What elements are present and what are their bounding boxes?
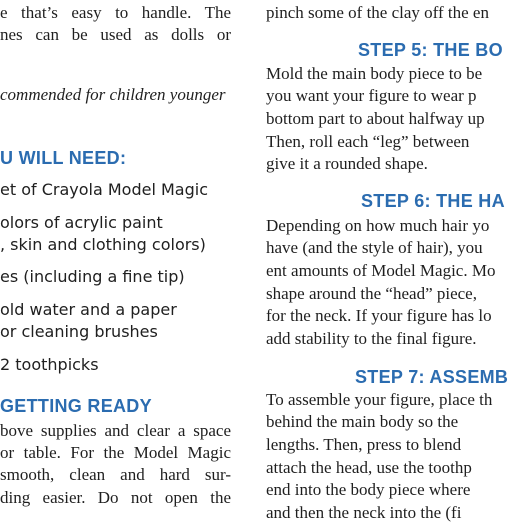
supply-item: 2 toothpicks (0, 355, 99, 374)
getting-ready-heading: GETTING READY (0, 396, 152, 416)
getting-ready-line: or table. For the Model Magic (0, 443, 231, 462)
supply-item: olors of acrylic paint (0, 213, 163, 232)
step5-line: give it a rounded shape. (266, 154, 428, 173)
supply-item: , skin and clothing colors) (0, 235, 206, 254)
step6-line: Depending on how much hair yo (266, 216, 490, 235)
supply-item: es (including a fine tip) (0, 267, 185, 286)
getting-ready-line: bove supplies and clear a space (0, 421, 231, 440)
intro-line: e that’s easy to handle. The (0, 3, 231, 22)
step7-line: attach the head, use the toothp (266, 458, 472, 477)
supply-item: or cleaning brushes (0, 322, 158, 341)
step7-line: To assemble your figure, place th (266, 390, 493, 409)
step5-line: you want your figure to wear p (266, 86, 477, 105)
step6-line: have (and the style of hair), you (266, 238, 483, 257)
body-line: pinch some of the clay off the en (266, 3, 489, 22)
step5-heading: STEP 5: THE BO (358, 40, 503, 60)
supply-item: et of Crayola Model Magic (0, 180, 208, 199)
step5-line: Then, roll each “leg” between (266, 132, 470, 151)
right-column (266, 0, 512, 522)
you-will-need-heading: U WILL NEED: (0, 148, 127, 168)
intro-line: nes can be used as dolls or (0, 25, 231, 44)
step7-line: and then the neck into the (fi (266, 503, 462, 522)
step5-line: Mold the main body piece to be (266, 64, 483, 83)
step5-line: bottom part to about halfway up (266, 109, 485, 128)
getting-ready-line: ding easier. Do not open the (0, 488, 231, 507)
step7-heading: STEP 7: ASSEMB (355, 367, 509, 387)
step6-line: ent amounts of Model Magic. Mo (266, 261, 496, 280)
left-column (0, 0, 244, 512)
step7-line: behind the main body so the (266, 412, 459, 431)
age-note: commended for children younger (0, 85, 226, 104)
step7-line: lengths. Then, press to blend (266, 435, 462, 454)
step6-heading: STEP 6: THE HA (361, 191, 505, 211)
supply-item: old water and a paper (0, 300, 177, 319)
step7-line: end into the body piece where (266, 480, 471, 499)
step6-line: shape around the “head” piece, (266, 284, 477, 303)
getting-ready-line: smooth, clean and hard sur- (0, 465, 231, 484)
step6-line: for the neck. If your figure has lo (266, 306, 492, 325)
step6-line: add stability to the final figure. (266, 329, 477, 348)
